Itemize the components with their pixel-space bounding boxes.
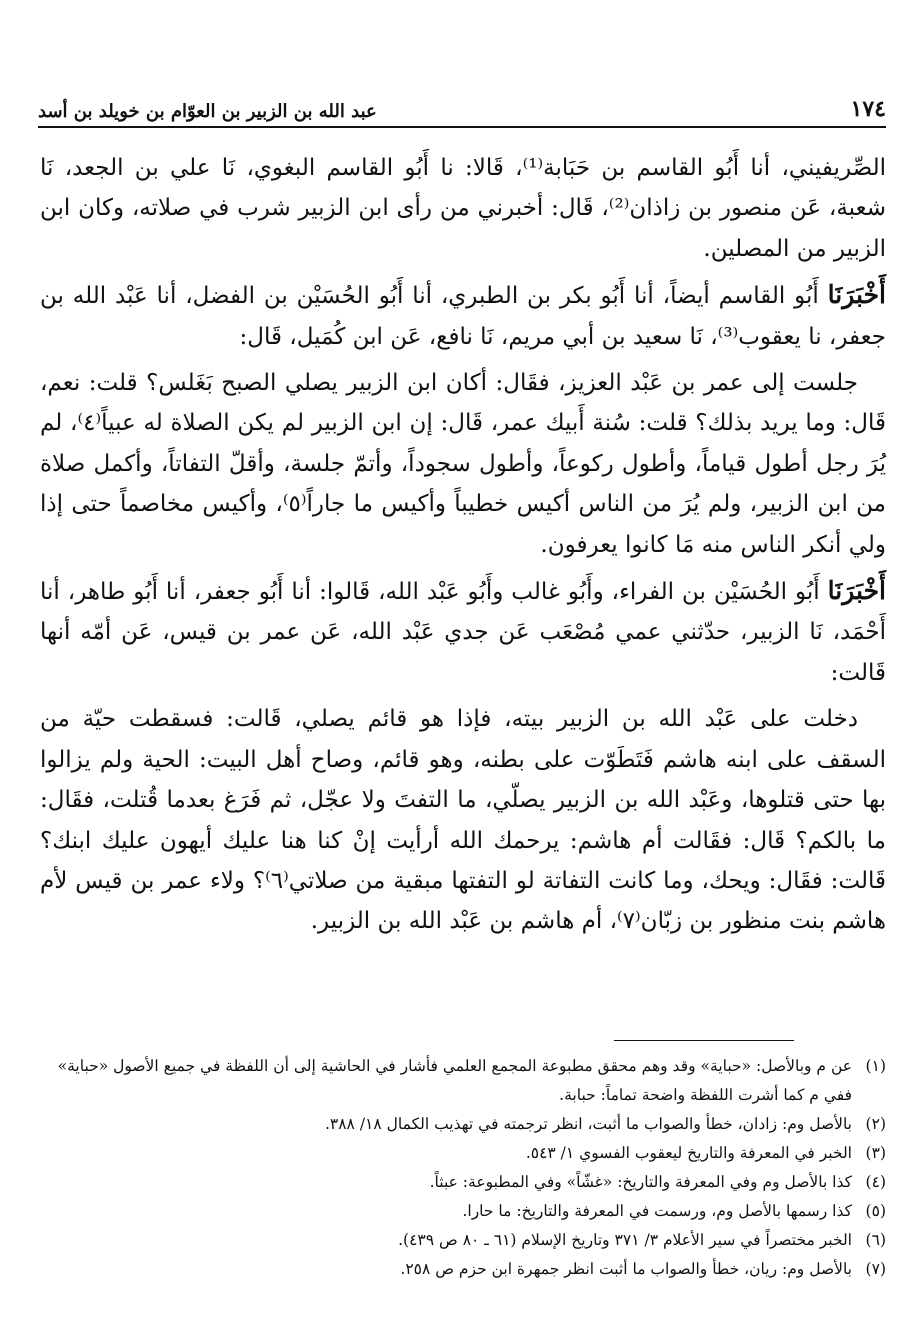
- paragraph-3-text: جلست إلى عمر بن عَبْد العزيز، فقَال: أكان ابن الزبير يصلي الصبح بَغَلس؟ قلت: نعم، قَال: وما يريد بذلك؟ قلت: سُنة أَبيك عمر، قَال: إن ابن الزبير لم يكن الصلاة له عبياً⁽٤⁾، لم يُرَ رجل أطول قياماً، وأطول ركوعاً، وأطول سجوداً، وأتمّ جلسة، وأقلّ التفاتاً، وأكمل صلاة من ابن الزبير، ولم يُرَ من الناس أكيس خطيباً وأكيس ما جاراً⁽٥⁾، وأكيس مخاصماً حتى إذا ولي أنكر الناس منه مَا كانوا يعرفون.: [40, 370, 887, 558]
- paragraph-5: [40, 699, 886, 941]
- main-text: [40, 148, 886, 948]
- footnote-text: بالأصل وم: ريان، خطأ والصواب ما أثبت انظر جمهرة ابن حزم ص ٢٥٨.: [400, 1260, 852, 1278]
- paragraph-4-lead: أَخْبَرَنَا: [827, 576, 886, 606]
- paragraph-1: [40, 148, 886, 269]
- footnotes: [40, 1052, 886, 1284]
- page-header: [38, 88, 886, 128]
- footnote-number: (٣): [865, 1144, 886, 1162]
- footnote: [40, 1110, 886, 1139]
- footnote: [40, 1139, 886, 1168]
- footnote-text: عن م وبالأصل: «حباية» وقد وهم محقق مطبوعة المجمع العلمي فأشار في الحاشية إلى أن اللفظة في جميع الأصول «حباية» ففي م كما أشرت اللفظة واضحة تماماً: حبابة.: [57, 1057, 852, 1104]
- footnote-text: الخبر مختصراً في سير الأعلام ٣/ ٣٧١ وتاريخ الإسلام (٦١ ـ ٨٠ ص ٤٣٩).: [398, 1231, 852, 1249]
- footnote: [40, 1226, 886, 1255]
- paragraph-3: [40, 363, 886, 565]
- paragraph-4: [40, 571, 886, 693]
- footnote: [40, 1168, 886, 1197]
- page-number: ١٧٤: [850, 96, 886, 122]
- running-title: عبد الله بن الزبير بن العوّام بن خويلد بن أسد: [38, 101, 377, 122]
- paragraph-5-text: دخلت على عَبْد الله بن الزبير بيته، فإذا هو قائم يصلي، قَالت: فسقطت حيّة من السقف على ابنه هاشم فَتَطَوّت على بطنه، وهو قائم، وصاح أهل البيت: الحية ولم يزالوا بها حتى قتلوها، وعَبْد الله بن الزبير يصلّي، ما التفتَ ولا عجّل، ثم فَرَغ بعدما قُتلت، فقَال: ما بالكم؟ قَال: فقَالت أم هاشم: يرحمك الله أرأيت إنْ كنا هنا عليك أيهون عليك ابنك؟ قَالت: فقَال: ويحك، وما كانت التفاتة لو التفتها مبقية من صلاتي⁽٦⁾؟ ولاء عمر بن قيس لأم هاشم بنت منظور بن زبّان⁽٧⁾، أم هاشم بن عَبْد الله بن الزبير.: [40, 706, 887, 935]
- footnote-number: (٤): [865, 1173, 886, 1191]
- footnote-text: الخبر في المعرفة والتاريخ ليعقوب الفسوي ١/ ٥٤٣.: [525, 1144, 852, 1162]
- footnote-text: كذا بالأصل وم وفي المعرفة والتاريخ: «غشّاً» وفي المطبوعة: عبثاً.: [429, 1173, 852, 1191]
- paragraph-2-lead: أَخْبَرَنَا: [827, 280, 886, 310]
- footnote: [40, 1052, 886, 1110]
- paragraph-1-text: الصِّريفيني، أنا أَبُو القاسم بن حَبَابة⁽¹⁾، قَالا: نا أَبُو القاسم البغوي، نَا علي بن الجعد، نَا شعبة، عَن منصور بن زاذان⁽²⁾، قَال: أخبرني من رأى ابن الزبير شرب في صلاته، وكان ابن الزبير من المصلين.: [40, 155, 886, 262]
- footnote-separator: [614, 1040, 794, 1041]
- footnote-number: (١): [865, 1057, 886, 1075]
- paragraph-2: [40, 275, 886, 357]
- footnote-text: كذا رسمها بالأصل وم، ورسمت في المعرفة والتاريخ: ما حارا.: [462, 1202, 852, 1220]
- footnote: [40, 1197, 886, 1226]
- footnote-number: (٥): [865, 1202, 886, 1220]
- paragraph-2-text: أَبُو القاسم أيضاً، أنا أَبُو بكر بن الطبري، أنا أَبُو الحُسَيْن بن الفضل، أنا عَبْد الله بن جعفر، نا يعقوب⁽³⁾، نَا سعيد بن أبي مريم، نَا نافع، عَن ابن كُمَيل، قَال:: [40, 283, 886, 350]
- footnote-number: (٢): [865, 1115, 886, 1133]
- footnote-number: (٧): [865, 1260, 886, 1278]
- paragraph-4-text: أَبُو الحُسَيْن بن الفراء، وأَبُو غالب وأَبُو عَبْد الله، قَالوا: أنا أَبُو جعفر، أنا أَبُو طاهر، أنا أَحْمَد، نَا الزبير، حدّثني عمي مُصْعَب عَن جدي عَبْد الله، عَن عمر بن قيس، عَن أمّه أنها قَالت:: [40, 579, 886, 686]
- footnote-text: بالأصل وم: زادان، خطأ والصواب ما أثبت، انظر ترجمته في تهذيب الكمال ١٨/ ٣٨٨.: [324, 1115, 852, 1133]
- footnote: [40, 1255, 886, 1284]
- footnote-number: (٦): [865, 1231, 886, 1249]
